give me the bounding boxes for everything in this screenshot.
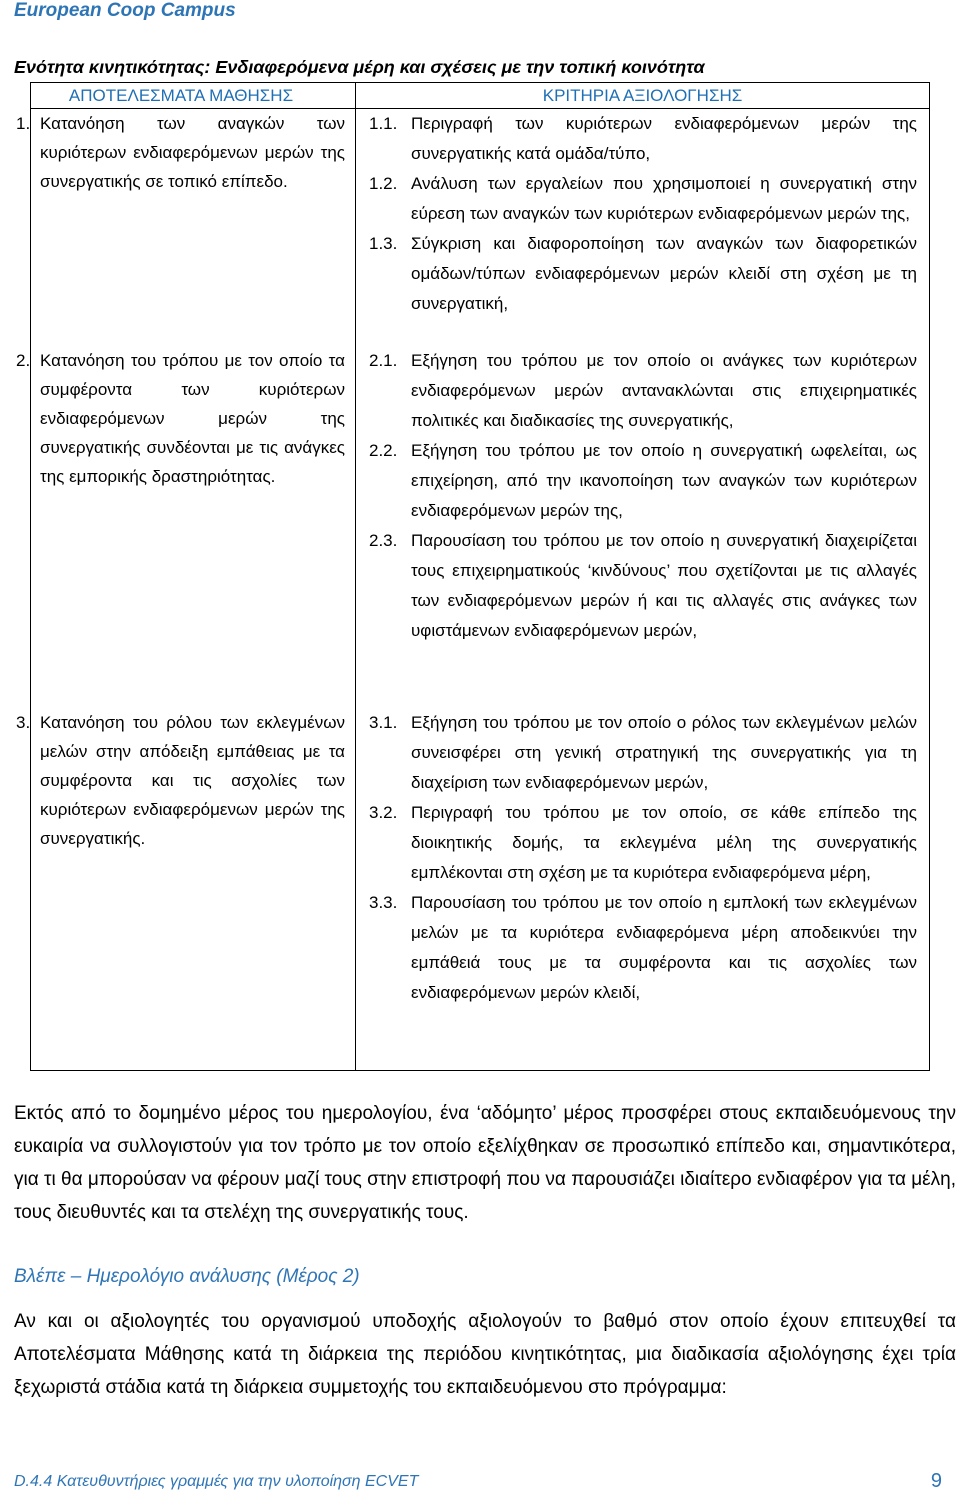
outcome-number: 2. — [16, 351, 31, 370]
criterion-text: Σύγκριση και διαφοροποίηση των αναγκών των διαφορετικών ομάδων/τύπων ενδιαφερόμενων μερών κλειδί στη σχέση με τη συνεργατική, — [411, 234, 917, 313]
footer-document-title: D.4.4 Κατευθυντήριες γραμμές για την υλοποίηση ECVET — [14, 1473, 419, 1490]
criterion-text: Εξήγηση του τρόπου με τον οποίο η συνεργατική ωφελείται, ως επιχείρηση, από την ικανοποίηση των αναγκών των κυριότερων ενδιαφερόμενων μερών της, — [411, 441, 917, 520]
criterion-item — [369, 436, 917, 526]
page-number: 9 — [930, 1470, 942, 1492]
table-row — [16, 109, 929, 346]
criterion-item — [369, 708, 917, 798]
table-row — [16, 346, 929, 708]
learning-outcome — [16, 708, 345, 853]
learning-outcome-cell — [16, 708, 356, 1070]
outcome-text: Κατανόηση του τρόπου με τον οποίο τα συμφέροντα των κυριότερων ενδιαφερόμενων μερών της συνεργατικής συνδέονται με τις ανάγκες της εμπορικής δραστηριότητας. — [40, 351, 345, 486]
learning-outcome-cell — [16, 346, 356, 708]
criterion-text: Ανάλυση των εργαλείων που χρησιμοποιεί η συνεργατική στην εύρεση των αναγκών των κυριότερων ενδιαφερόμενων μερών της, — [411, 174, 917, 223]
criterion-item — [369, 229, 917, 319]
learning-outcome — [16, 346, 345, 491]
criterion-text: Περιγραφή του τρόπου με τον οποίο, σε κάθε επίπεδο της διοικητικής δομής, τα εκλεγμένα μέλη της συνεργατικής εμπλέκονται στη σχέση με τα κυριότερα ενδιαφερόμενα μέρη, — [411, 803, 917, 882]
criterion-item — [369, 346, 917, 436]
criterion-text: Παρουσίαση του τρόπου με τον οποίο η εμπλοκή των εκλεγμένων μελών με τα κυριότερα ενδιαφερόμενα μέρη αποδεικνύει την εμπάθειά τους με τα συμφέροντα και τις ασχολίες των ενδιαφερόμενων μερών κλειδί, — [411, 893, 917, 1002]
brand-name: European Coop Campus — [14, 0, 236, 21]
column-header-criteria: ΚΡΙΤΗΡΙΑ ΑΞΙΟΛΟΓΗΣΗΣ — [542, 86, 743, 105]
criterion-number: 2.1. — [369, 351, 398, 370]
column-header-outcomes: ΑΠΟΤΕΛΕΣΜΑΤΑ ΜΑΘΗΣΗΣ — [31, 83, 356, 108]
criterion-number: 3.2. — [369, 803, 398, 822]
reference-link[interactable]: Βλέπε – Ημερολόγιο ανάλυσης (Μέρος 2) — [14, 1266, 360, 1287]
outcome-number: 3. — [16, 713, 31, 732]
criterion-item — [369, 888, 917, 1008]
criterion-text: Εξήγηση του τρόπου με τον οποίο ο ρόλος των εκλεγμένων μελών συνεισφέρει στη γενική στρατηγική της συνεργατικής για τη διαχείριση των ενδιαφερόμενων μερών, — [411, 713, 917, 792]
criterion-item — [369, 169, 917, 229]
outcome-text: Κατανόηση των αναγκών των κυριότερων ενδιαφερόμενων μερών της συνεργατικής σε τοπικό επίπεδο. — [40, 114, 345, 191]
criterion-number: 2.3. — [369, 531, 398, 550]
criterion-item — [369, 798, 917, 888]
criterion-text: Περιγραφή των κυριότερων ενδιαφερόμενων μερών της συνεργατικής κατά ομάδα/τύπο, — [411, 114, 917, 163]
learning-outcome-cell — [16, 109, 356, 346]
table-row — [16, 708, 929, 1070]
criterion-text: Εξήγηση του τρόπου με τον οποίο οι ανάγκες των κυριότερων ενδιαφερόμενων μερών αντανακλώνται στις επιχειρηματικές πολιτικές και διαδικασίες της συνεργατικής, — [411, 351, 917, 430]
criterion-number: 3.1. — [369, 713, 398, 732]
body-paragraph: Αν και οι αξιολογητές του οργανισμού υποδοχής αξιολογούν το βαθμό στον οποίο έχουν επιτευχθεί τα Αποτελέσματα Μάθησης κατά τη διάρκεια της περιόδου κινητικότητας, μια διαδικασία αξιολόγησης έχει τρία ξεχωριστά στάδια κατά τη διάρκεια συμμετοχής του εκπαιδευόμενου στο πρόγραμμα: — [14, 1311, 956, 1398]
assessment-table — [16, 82, 930, 1071]
criterion-item — [369, 526, 917, 646]
body-paragraph: Εκτός από το δομημένο μέρος του ημερολογίου, ένα ‘αδόμητο’ μέρος προσφέρει στους εκπαιδευόμενους την ευκαιρία να συλλογιστούν για τον τρόπο με τον οποίο εξελίχθηκαν σε προσωπικό επίπεδο και, σημαντικότερα, για τι θα μπορούσαν να φέρουν μαζί τους στην επιστροφή που να παρουσιάζει ιδιαίτερο ενδιαφέρον για τα μέλη, τους διευθυντές και τα στελέχη της συνεργατικής τους. — [14, 1103, 956, 1223]
criterion-number: 3.3. — [369, 893, 398, 912]
criterion-number: 1.3. — [369, 234, 398, 253]
criterion-number: 1.2. — [369, 174, 398, 193]
table-header-row — [31, 83, 929, 109]
criteria-cell — [356, 708, 929, 1070]
section-title: Ενότητα κινητικότητας: Ενδιαφερόμενα μέρη και σχέσεις με την τοπική κοινότητα — [14, 57, 705, 77]
criterion-number: 1.1. — [369, 114, 398, 133]
criterion-item — [369, 109, 917, 169]
outcome-number: 1. — [16, 114, 31, 133]
criterion-text: Παρουσίαση του τρόπου με τον οποίο η συνεργατική διαχειρίζεται τους επιχειρηματικούς ‘κινδύνους’ που σχετίζονται με τις αλλαγές των ενδιαφερόμενων μερών ή και τις αλλαγές στις ανάγκες των υφιστάμενων ενδιαφερόμενων μερών, — [411, 531, 917, 640]
learning-outcome — [16, 109, 345, 196]
outcome-text: Κατανόηση του ρόλου των εκλεγμένων μελών στην απόδειξη εμπάθειας με τα συμφέροντα και τις ασχολίες των κυριότερων ενδιαφερόμενων μερών της συνεργατικής. — [40, 713, 345, 848]
criteria-cell — [356, 346, 929, 708]
criteria-cell — [356, 109, 929, 346]
criterion-number: 2.2. — [369, 441, 398, 460]
